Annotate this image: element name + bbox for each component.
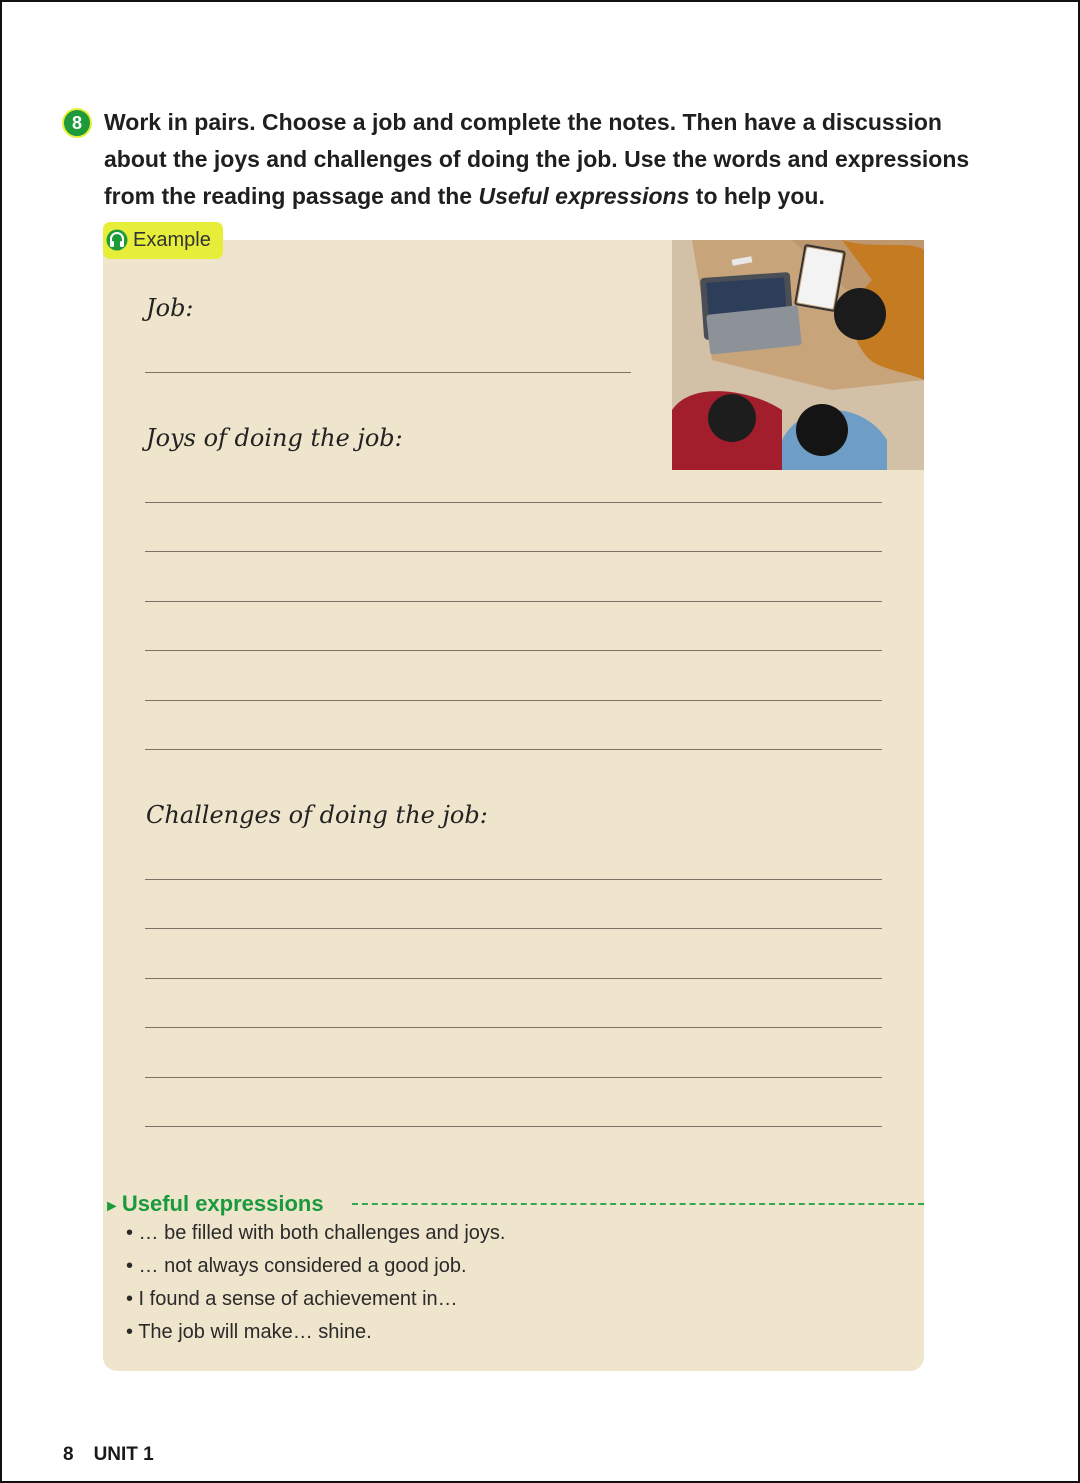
arrow-right-icon: ► — [104, 1198, 120, 1215]
joys-answer-line[interactable] — [145, 700, 882, 701]
joys-answer-line[interactable] — [145, 650, 882, 651]
useful-expression-item: • I found a sense of achievement in… — [126, 1288, 458, 1310]
instruction-line-1: Work in pairs. Choose a job and complete the notes. Then have a discussion — [104, 109, 942, 135]
challenges-answer-line[interactable] — [145, 1126, 882, 1127]
useful-expression-item: • The job will make… shine. — [126, 1321, 372, 1343]
joys-label: Joys of doing the job: — [146, 424, 403, 452]
job-answer-line[interactable] — [145, 372, 631, 373]
people-with-laptop-photo — [672, 240, 924, 470]
exercise-number-badge: 8 — [62, 108, 92, 138]
instruction-line-3-start: from the reading passage and the — [104, 183, 479, 209]
page-footer — [63, 1444, 154, 1466]
job-label: Job: — [146, 294, 194, 322]
useful-expression-item: • … be filled with both challenges and joys. — [126, 1222, 506, 1244]
joys-answer-line[interactable] — [145, 749, 882, 750]
instruction-text — [104, 104, 1004, 215]
challenges-label: Challenges of doing the job: — [146, 801, 488, 829]
challenges-answer-line[interactable] — [145, 978, 882, 979]
example-tag[interactable] — [103, 222, 223, 259]
challenges-answer-line[interactable] — [145, 1077, 882, 1078]
joys-answer-line[interactable] — [145, 551, 882, 552]
useful-expressions-divider — [352, 1203, 924, 1205]
joys-answer-line[interactable] — [145, 601, 882, 602]
headphones-icon — [106, 229, 128, 251]
instruction-useful-expressions-ref: Useful expressions — [478, 183, 690, 209]
joys-answer-line[interactable] — [145, 502, 882, 503]
example-label: Example — [133, 229, 211, 251]
challenges-answer-line[interactable] — [145, 879, 882, 880]
useful-expression-item: • … not always considered a good job. — [126, 1255, 467, 1277]
instruction-line-3-end: to help you. — [689, 183, 825, 209]
useful-expressions-title: Useful expressions — [121, 1191, 324, 1216]
challenges-answer-line[interactable] — [145, 928, 882, 929]
instruction-line-3 — [104, 178, 1004, 215]
challenges-answer-line[interactable] — [145, 1027, 882, 1028]
instruction-line-2: about the joys and challenges of doing the job. Use the words and expressions — [104, 146, 970, 172]
page-number: 8 — [63, 1444, 74, 1465]
unit-label: UNIT 1 — [93, 1444, 154, 1465]
useful-expressions-heading — [104, 1191, 324, 1217]
